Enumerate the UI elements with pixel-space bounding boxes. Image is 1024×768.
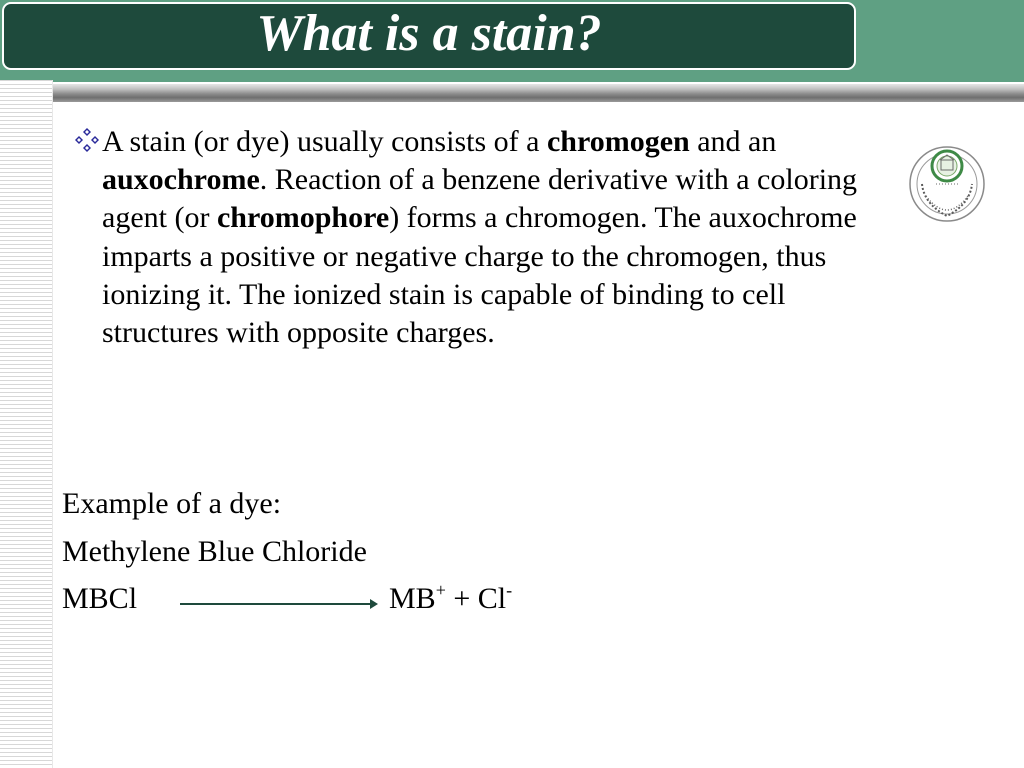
products [389,580,512,618]
bullet-segment: ) forms a chromogen. The auxochrome imparts a positive or negative charge to the chromogen, thus ionizing it. The ionized stain is capable of binding to cell structures with opposite charges. [102,201,857,350]
bullet-segment: A stain (or dye) usually consists of a [102,125,547,158]
bullet-segment: and an [689,125,777,158]
cation-charge: + [435,580,446,600]
product-cation: MB [389,582,436,615]
dye-name: Methylene Blue Chloride [62,535,367,568]
side-stripe-edge [52,80,53,768]
diamond-bullet-icon [74,127,100,153]
term-chromophore: chromophore [216,201,390,235]
bullet-segment: . Reaction of a benzene derivative with a coloring agent (or [102,163,858,235]
example-label: Example of a dye: [62,487,282,520]
reactant: MBCl [62,582,138,615]
header-divider [0,84,1024,102]
reaction-arrow-icon [180,594,380,614]
term-chromogen: chromogen [546,125,690,158]
side-stripe-decoration [0,80,52,768]
term-auxochrome: auxochrome [102,163,260,197]
slide-title: What is a stain? [256,5,602,62]
bullet-text [102,123,902,352]
anion-charge: - [506,580,513,600]
plus-sign: + [445,582,478,615]
university-seal-icon [908,132,986,236]
product-anion: Cl [477,582,507,615]
